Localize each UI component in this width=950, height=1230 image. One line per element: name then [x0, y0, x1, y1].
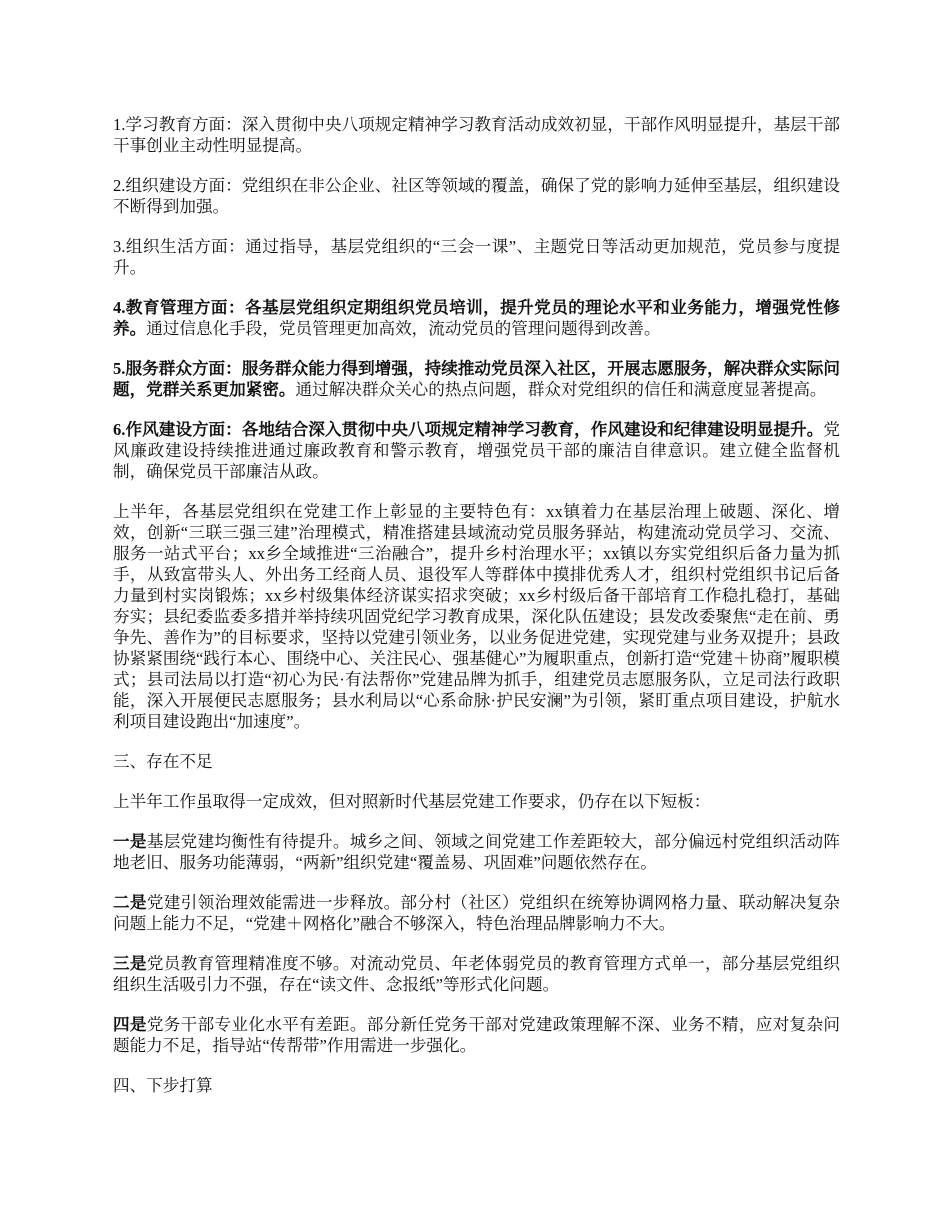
paragraph-bold-lead: 三是 — [113, 954, 147, 973]
paragraph — [113, 419, 840, 482]
paragraph-text: 党员教育管理精准度不够。对流动党员、年老体弱党员的教育管理方式单一，部分基层党组织组织生活吸引力不强，存在“读文件、念报纸”等形式化问题。 — [113, 954, 841, 994]
paragraph — [113, 751, 840, 772]
paragraph — [113, 236, 840, 278]
paragraph-text: 党务干部专业化水平有差距。部分新任党务干部对党建政策理解不深、业务不精，应对复杂问题能力不足，指导站“传帮带”作用需进一步强化。 — [113, 1015, 841, 1055]
paragraph-text: 基层党建均衡性有待提升。城乡之间、领域之间党建工作差距较大，部分偏远村党组织活动阵地老旧、服务功能薄弱，“两新”组织党建“覆盖易、巩固难”问题依然存在。 — [113, 832, 841, 872]
paragraph-text: 上半年，各基层党组织在党建工作上彰显的主要特色有：xx镇着力在基层治理上破题、深化、增效，创新“三联三强三建”治理模式，精准搭建县域流动党员服务驿站，构建流动党员学习、交流、服务一站式平台；xx乡全域推进“三治融合”，提升乡村治理水平；xx镇以夯实党组织后备力量为抓手，从致富带头人、外出务工经商人员、退役军人等群体中摸排优秀人才，组织村党组织书记后备力量到村实岗锻炼；xx乡村级集体经济谋实招求突破；xx乡村级后备干部培育工作稳扎稳打，基础夯实；县纪委监委多措并举持续巩固党纪学习教育成果，深化队伍建设；县发改委聚焦“走在前、勇争先、善作为”的目标要求，坚持以党建引领业务，以业务促进党建，实现党建与业务双提升；县政协紧紧围绕“践行本心、围绕中心、关注民心、强基健心”为履职重点，创新打造“党建＋协商”履职模式；县司法局以打造“初心为民·有法帮你”党建品牌为抓手，组建党员志愿服务队，立足司法行政职能，深入开展便民志愿服务；县水利局以“心系命脉·护民安澜”为引领，紧盯重点项目建设，护航水利项目建设跑出“加速度”。 — [113, 502, 840, 731]
paragraph-text: 党风廉政建设持续推进通过廉政教育和警示教育，增强党员干部的廉洁自律意识。建立健全监督机制，确保党员干部廉洁从政。 — [113, 420, 840, 481]
paragraph-text: 2.组织建设方面：党组织在非公企业、社区等领域的覆盖，确保了党的影响力延伸至基层，组织建设不断得到加强。 — [113, 176, 840, 216]
paragraph — [113, 831, 840, 873]
paragraph-bold-lead: 二是 — [113, 893, 147, 912]
paragraph-text: 党建引领治理效能需进一步释放。部分村（社区）党组织在统筹协调网格力量、联动解决复杂问题上能力不足，“党建＋网格化”融合不够深入，特色治理品牌影响力不大。 — [113, 893, 841, 933]
paragraph — [113, 114, 840, 156]
paragraph — [113, 953, 840, 995]
paragraph-text: 通过信息化手段，党员管理更加高效，流动党员的管理问题得到改善。 — [146, 319, 661, 338]
paragraph-text: 四、下步打算 — [113, 1076, 213, 1095]
paragraph-text: 通过解决群众关心的热点问题，群众对党组织的信任和满意度显著提高。 — [295, 380, 827, 399]
paragraph — [113, 1075, 840, 1096]
paragraph-bold-lead: 4.教育管理方面：各基层党组织定期组织党员培训，提升党员的理论水平和业务能力，增强党性修养。 — [113, 298, 840, 338]
paragraph — [113, 892, 840, 934]
paragraph-bold-lead: 一是 — [113, 832, 147, 851]
paragraph-text: 三、存在不足 — [113, 752, 213, 771]
paragraph-bold-lead: 5.服务群众方面：服务群众能力得到增强，持续推动党员深入社区，开展志愿服务，解决群众实际问题，党群关系更加紧密。 — [113, 359, 840, 399]
paragraph-text: 1.学习教育方面：深入贯彻中央八项规定精神学习教育活动成效初显，干部作风明显提升，基层干部干事创业主动性明显提高。 — [113, 115, 840, 155]
paragraph — [113, 358, 840, 400]
document-body — [113, 114, 840, 1115]
paragraph-text: 上半年工作虽取得一定成效，但对照新时代基层党建工作要求，仍存在以下短板： — [113, 792, 711, 811]
paragraph-text: 3.组织生活方面：通过指导，基层党组织的“三会一课”、主题党日等活动更加规范，党员参与度提升。 — [113, 237, 840, 277]
paragraph-bold-lead: 6.作风建设方面：各地结合深入贯彻中央八项规定精神学习教育，作风建设和纪律建设明显提升。 — [113, 420, 824, 439]
paragraph — [113, 1014, 840, 1056]
paragraph — [113, 297, 840, 339]
paragraph — [113, 175, 840, 217]
paragraph — [113, 791, 840, 812]
paragraph-bold-lead: 四是 — [113, 1015, 147, 1034]
paragraph — [113, 501, 840, 732]
